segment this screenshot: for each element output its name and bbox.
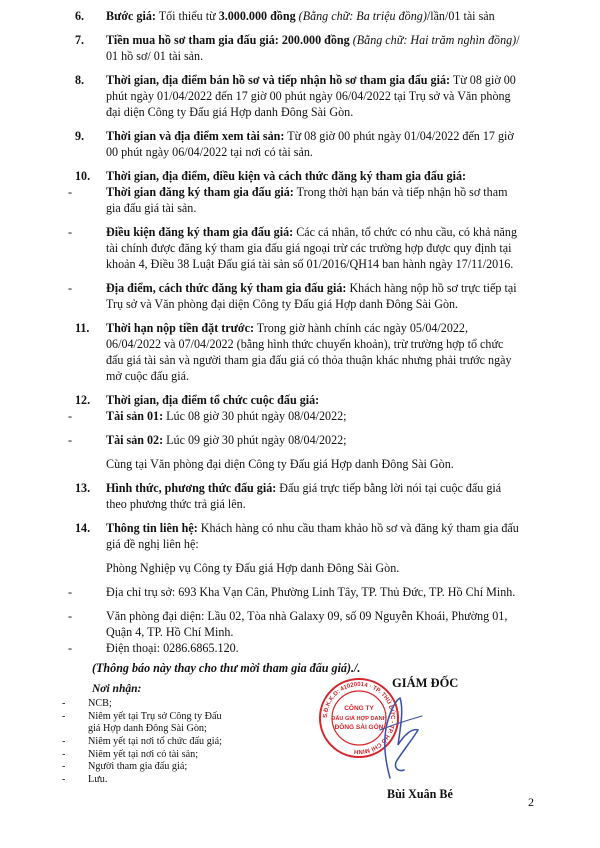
handwritten-signature [360,690,430,785]
page-number: 2 [528,795,534,809]
svg-text:S.Đ.K.K.D: 41020014 · TP. THỦ: S.Đ.K.K.D: 41020014 · TP. THỦ ĐỨC - TP. HỒ CHÍ MINH [322,681,396,755]
contact-office-line: Quận 4, TP. Hồ Chí Minh. [106,625,234,639]
svg-text:CÔNG TY: CÔNG TY [344,705,374,712]
contact-department: Phòng Nghiệp vụ Công ty Đấu giá Hợp danh Đông Sài Gòn. [106,561,400,575]
item-9-line: 00 phút ngày 06/04/2022 tại nơi có tài sản. [106,145,313,159]
closing-note: (Thông báo này thay cho thư mời tham gia đấu giá)./. [92,661,361,675]
item-10-b-line: tài chính được đăng ký tham gia đấu giá ngoại trừ các trường hợp được quy định tại [106,241,512,255]
svg-text:ĐẤU GIÁ HỢP DANH: ĐẤU GIÁ HỢP DANH [331,716,387,722]
item-10-b-line: khoản 4, Điều 38 Luật Đấu giá tài sản số 01/2016/QH14 ban hành ngày 17/11/2016. [106,257,514,271]
item-13-line: theo phương thức trả giá lên. [106,497,246,511]
item-11-line: mở cuộc đấu giá. [106,369,189,383]
signer-title: GIÁM ĐỐC [392,676,459,690]
recipients-title: Nơi nhận: [92,683,142,695]
item-7-line: 01 hồ sơ/ 01 tài sản. [106,49,204,63]
item-8-line: đại diện Công ty Đấu giá Hợp danh Đông Sài Gòn. [106,105,354,119]
item-11-line: đấu giá tài sản và người tham gia đấu giá có thỏa thuận khác nhưng phải trước ngày [106,353,512,367]
item-14-line: giá đề nghị liên hệ: [106,537,199,551]
item-12-c: Cùng tại Văn phòng đại diện Công ty Đấu giá Hợp danh Đông Sài Gòn. [106,457,454,471]
svg-text:ĐÔNG SÀI GÒN: ĐÔNG SÀI GÒN [334,724,384,731]
item-10-a-line: gia đấu giá tài sản. [106,201,197,215]
signer-name: Bùi Xuân Bé [387,787,453,801]
document-page: 6. Bước giá: Tối thiểu từ 3.000.000 đồng (Bằng chữ: Ba triệu đồng)/lần/01 tài sản 7. Tiền mua hồ sơ tham gia đấu giá: 200.000 đồng (Bằng chữ: Hai trăm nghìn đồng)/ 01 hồ sơ/ 01 tài sản. 8. Thời gian, địa điểm bán hồ sơ và tiếp nhận hồ sơ tham gia đấu giá: Từ 08 giờ 00 phút ngày 01/04/2022 đến 17 giờ 00 phút ngày 06/04/2022 tại Trụ sở và Văn phòng đại diện Công ty Đấu giá Hợp danh Đông Sài Gòn. 9. Thời gian và địa điểm xem tài sản: Từ 08 giờ 00 phút ngày 01/04/2022 đến 17 giờ 00 phút ngày 06/04/2022 tại nơi có tài sản. 10. Thời gian, địa điểm, điều kiện và cách thức đăng ký tham gia đấu giá: - Thời gian đăng ký tham gia đấu giá: Trong thời hạn bán và tiếp nhận hồ sơ tham gia đấu giá tài sản. - Điều kiện đăng ký tham gia đấu giá: Các cá nhân, tổ chức có nhu cầu, có khả năng tài chính được đăng ký tham gia đấu giá ngoại trừ các trường hợp được quy định tại khoản 4, Điều 38 Luật Đấu giá tài sản số 01/2016/QH14 ban hành ngày 17/11/2016. - Địa điểm, cách thức đăng ký tham gia đấu giá: Khách hàng nộp hồ sơ trực tiếp tại Trụ sở và Văn phòng đại diện Công ty Đấu giá Hợp danh Đông Sài Gòn. 11. Thời hạn nộp tiền đặt trước: Trong giờ hành chính các ngày 05/04/2022, 06/04/2022 và 07/04/2022 (bằng hình thức chuyển khoản), trừ trường hợp tổ chức đấu giá tài sản và người tham gia đấu giá có thỏa thuận khác nhưng phải trước ngày mở cuộc đấu giá. 12. Thời gian, địa điểm tổ chức cuộc đấu giá: - Tài sản 01: Lúc 08 giờ 30 phút ngày 08/04/2022; - Tài sản 02: Lúc 09 giờ 30 phút ngày 08/04/2022; Cùng tại Văn phòng đại diện Công ty Đấu giá Hợp danh Đông Sài Gòn. 13. Hình thức, phương thức đấu giá: Đấu giá trực tiếp bằng lời nói tại cuộc đấu giá theo phương thức trả giá lên. 14. Thông tin liên hệ: Khách hàng có nhu cầu tham khảo hồ sơ và đăng ký tham gia đấu giá đề nghị liên hệ: Phòng Nghiệp vụ Công ty Đấu giá Hợp danh Đông Sài Gòn. - Địa chỉ trụ sở: 693 Kha Vạn Cân, Phường Linh Tây, TP. Thủ Đức, TP. Hồ Chí Minh. - Văn phòng đại diện: Lầu 02, Tòa nhà Galaxy 09, số 09 Nguyễn Khoái, Phường 01, Quận 4, TP. Hồ Chí Minh. - Điện thoại: 0286.6865.120. (Thông báo này thay cho thư mời tham gia đấu giá)./. Nơi nhận: - NCB; - Niêm yết tại Trụ sở Công ty Đấu giá Hợp danh Đông Sài Gòn; - Niêm yết tại nơi tổ chức đấu giá; - Niêm yết tại nơi có tài sản; - Người tham gia đấu giá; - Lưu. GIÁM ĐỐC S.Đ.K.K.D: 41020014 · TP. THỦ ĐỨC - TP. HỒ CHÍ MINH CÔNG TY ĐẤU GIÁ HỢP DANH ĐÔNG SÀI GÒN Bùi Xuân Bé 2 [0,0,600,848]
item-11-line: 06/04/2022 và 07/04/2022 (bằng hình thức chuyển khoản), trừ trường hợp tổ chức [106,337,504,351]
item-8-line: phút ngày 01/04/2022 đến 17 giờ 00 phút ngày 06/04/2022 tại Trụ sở và Văn phòng [106,89,511,103]
item-10-c-line: Trụ sở và Văn phòng đại diện Công ty Đấu giá Hợp danh Đông Sài Gòn. [106,297,459,311]
